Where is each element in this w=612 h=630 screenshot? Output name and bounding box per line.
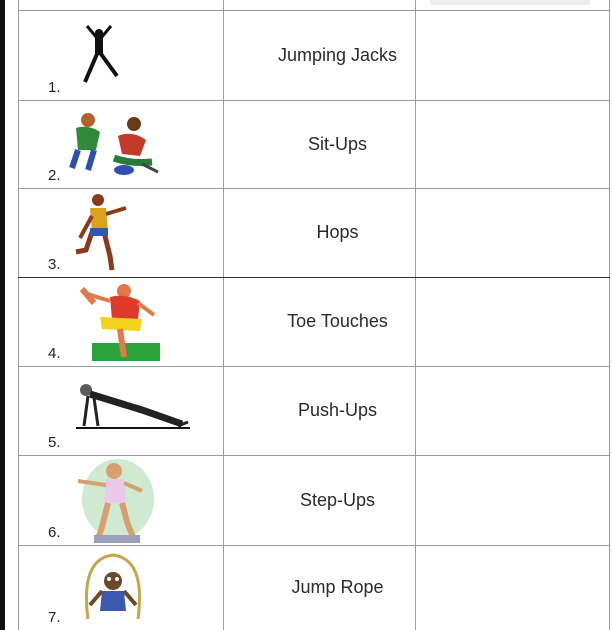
exercise-name: Sit-Ups [307, 133, 367, 154]
table-row [18, 100, 610, 188]
push-ups-figure-icon [72, 380, 196, 440]
jump-rope-figure-icon [78, 549, 148, 627]
exercise-number: 1. [48, 79, 61, 96]
exercise-name: Push-Ups [297, 400, 378, 420]
exercise-number: 2. [48, 167, 61, 184]
exercise-number: 5. [48, 434, 61, 451]
exercise-name: Jumping Jacks [277, 44, 398, 65]
exercise-number: 7. [48, 609, 61, 626]
exercise-number: 4. [48, 345, 61, 362]
table-row [18, 545, 610, 630]
table-row [18, 188, 610, 277]
hops-figure-icon [70, 190, 136, 274]
exercise-number: 6. [48, 524, 61, 541]
table-row [18, 10, 610, 100]
toe-touches-figure-icon [68, 279, 168, 363]
exercise-name: Hops [316, 222, 359, 242]
table-row [18, 455, 610, 545]
table-row [18, 277, 610, 366]
exercise-name: Jump Rope [291, 577, 384, 597]
exercise-name: Toe Touches [287, 311, 388, 331]
exercise-name: Step-Ups [299, 489, 376, 510]
exercise-number: 3. [48, 256, 61, 273]
jumping-jacks-figure-icon [73, 24, 133, 94]
sit-ups-figure-icon [66, 106, 166, 184]
table-row [18, 366, 610, 455]
step-ups-figure-icon [72, 455, 162, 545]
